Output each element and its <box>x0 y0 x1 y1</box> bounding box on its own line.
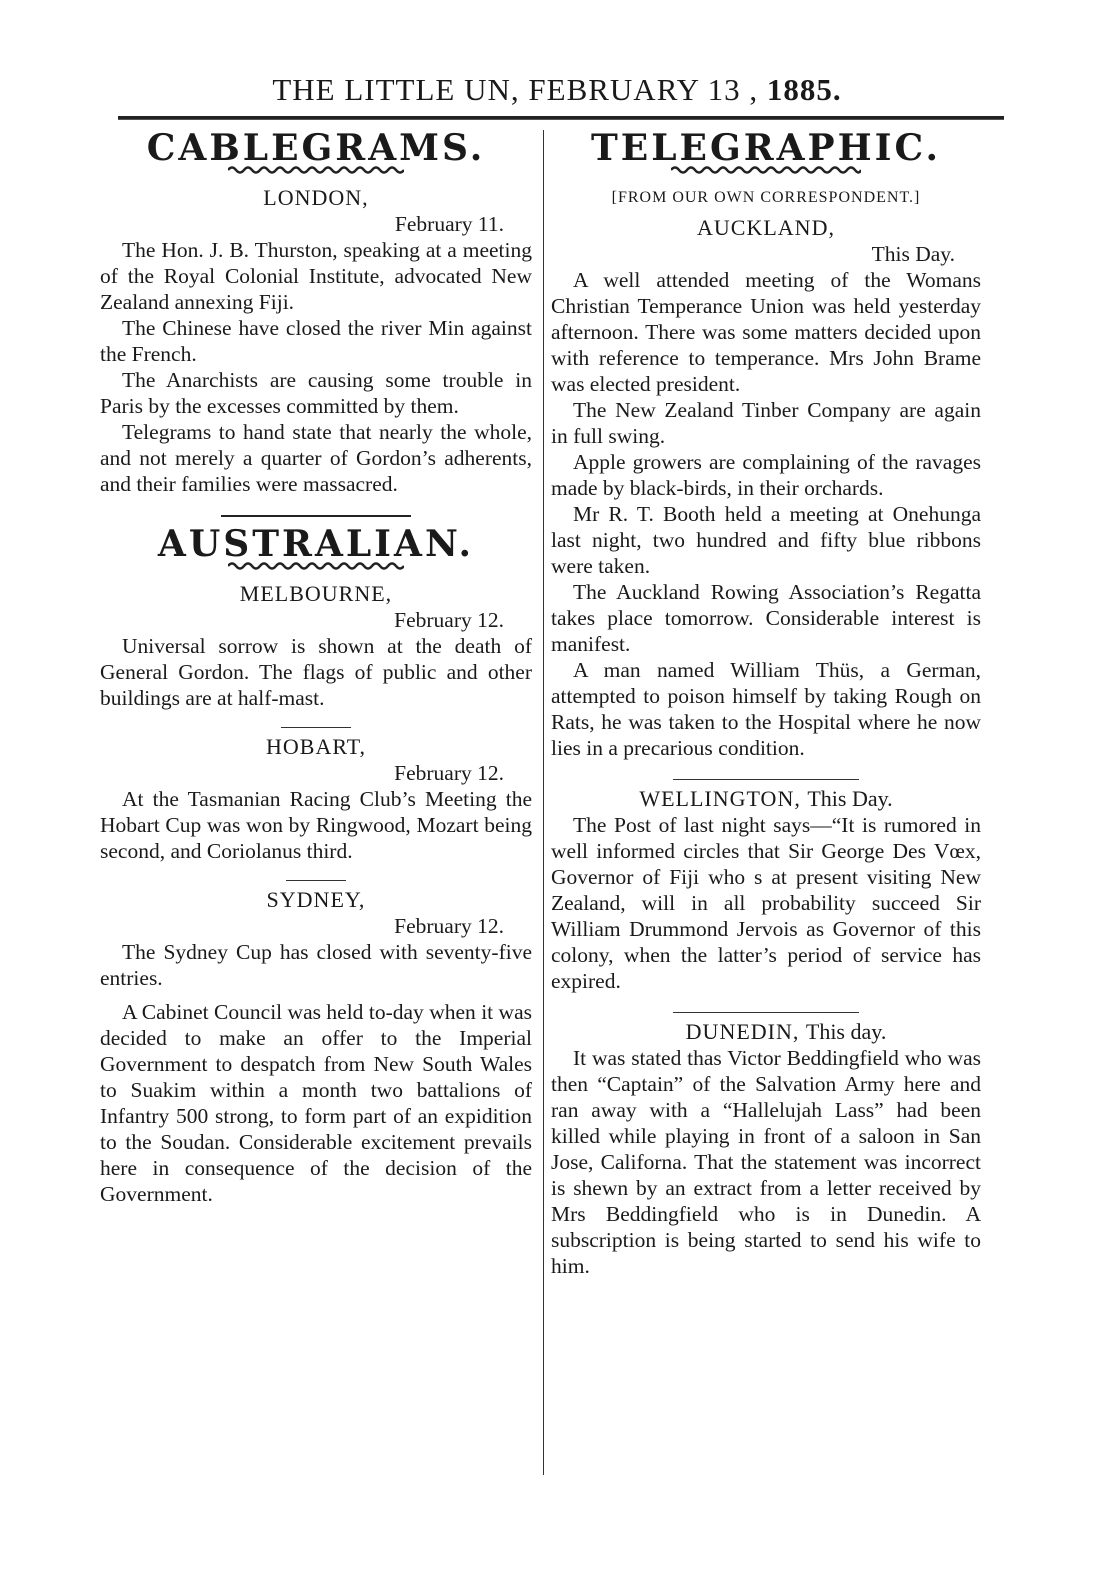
masthead-rule <box>118 116 1004 120</box>
article-paragraph: The New Zealand Tinber Company are again in full swing. <box>551 398 981 448</box>
article-paragraph: A well attended meeting of the Womans Christian Temperance Union was held yesterday afternoon. There was some matters decided upon with reference to temperance. Mrs John Brame was elected president. <box>551 268 981 396</box>
paper-title: THE LITTLE UN, <box>272 72 520 107</box>
article-paragraph: Telegrams to hand state that nearly the whole, and not merely a quarter of Gordon’s adherents, and their families were massacred. <box>100 420 532 496</box>
dateline-place-wellington: WELLINGTON, <box>639 786 801 811</box>
dateline-dunedin <box>551 1019 981 1045</box>
article-paragraph: A Cabinet Council was held to-day when it was decided to make an offer to the Imperial Government to despatch from New South Wales to Suakim within a month two battalions of Infantry 500 strong, to form part of an expidition to the Soudan. Considerable excitement prevails here in consequence of the decision of the Government. <box>100 1000 532 1206</box>
cablegrams-heading: CABLEGRAMS. <box>146 127 486 169</box>
article-paragraph: Universal sorrow is shown at the death of General Gordon. The flags of public and other buildings are at half-mast. <box>100 634 532 710</box>
article-paragraph: The Hon. J. B. Thurston, speaking at a meeting of the Royal Colonial Institute, advocated New Zealand annexing Fiji. <box>100 238 532 314</box>
dateline-place-london: LONDON, <box>263 185 369 210</box>
article-paragraph: The Auckland Rowing Association’s Regatta takes place tomorrow. Considerable interest is manifest. <box>551 580 981 656</box>
item-divider <box>673 1012 859 1013</box>
australian-heading: AUSTRALIAN. <box>157 523 475 565</box>
article-paragraph: At the Tasmanian Racing Club’s Meeting the Hobart Cup was won by Ringwood, Mozart being second, and Coriolanus third. <box>100 787 532 863</box>
left-column <box>100 127 532 1207</box>
article-paragraph: The Chinese have closed the river Min against the French. <box>100 316 532 366</box>
article-paragraph: A man named William Thüs, a German, attempted to poison himself by taking Rough on Rats, he was taken to the Hospital where he now lies in a precarious condition. <box>551 658 981 760</box>
dateline-place-auckland: AUCKLAND, <box>697 215 835 240</box>
article-paragraph: Mr R. T. Booth held a meeting at Onehunga last night, two hundred and fifty blue ribbons were taken. <box>551 502 981 578</box>
dateline-place-sydney: SYDNEY, <box>266 887 366 912</box>
article-paragraph: The Sydney Cup has closed with seventy-five entries. <box>100 940 532 990</box>
dateline-date-auckland: This Day. <box>871 242 955 266</box>
item-divider <box>673 779 859 780</box>
section-divider <box>221 515 411 517</box>
article-paragraph: It was stated thas Victor Beddingfield who was then “Captain” of the Salvation Army here and ran away with a “Hallelujah Lass” had been killed while playing in front of a saloon in San Jose, Californa. That the statement was incorrect is shewn by an extract from a letter received by Mrs Beddingfield who is in Dunedin. A subscription is being started to send his wife to him. <box>551 1046 981 1278</box>
correspondent-note: [FROM OUR OWN CORRESPONDENT.] <box>611 189 921 206</box>
dateline-date-hobart: February 12. <box>394 761 504 785</box>
dateline-place-hobart: HOBART, <box>266 734 366 759</box>
paper-date: FEBRUARY 13 , <box>528 72 759 107</box>
dateline-date-london: February 11. <box>394 212 504 236</box>
dateline-date-wellington: This Day. <box>807 786 893 811</box>
dateline-date-melbourne: February 12. <box>394 608 504 632</box>
item-divider <box>286 880 346 881</box>
dateline-wellington <box>551 786 981 812</box>
dateline-place-dunedin: DUNEDIN, <box>685 1019 800 1044</box>
dateline-place-melbourne: MELBOURNE, <box>239 581 393 606</box>
article-paragraph: The Post of last night says—“It is rumored in well informed circles that Sir George Des Vœx, Governor of Fiji who s at present visiting New Zealand, will in all probability succeed Sir William Drummond Jervois as Governor of this colony, when the latter’s period of service has expired. <box>551 813 981 993</box>
article-paragraph: Apple growers are complaining of the ravages made by black-birds, in their orchards. <box>551 450 981 500</box>
article-paragraph: The Anarchists are causing some trouble in Paris by the excesses committed by them. <box>100 368 532 418</box>
telegraphic-heading: TELEGRAPHIC. <box>590 127 942 169</box>
column-divider <box>543 130 544 1475</box>
right-column <box>551 127 981 1279</box>
dateline-date-dunedin: This day. <box>805 1019 887 1044</box>
paper-year: 1885. <box>766 72 842 107</box>
dateline-date-sydney: February 12. <box>394 914 504 938</box>
masthead <box>0 72 1114 108</box>
item-divider <box>281 727 351 728</box>
